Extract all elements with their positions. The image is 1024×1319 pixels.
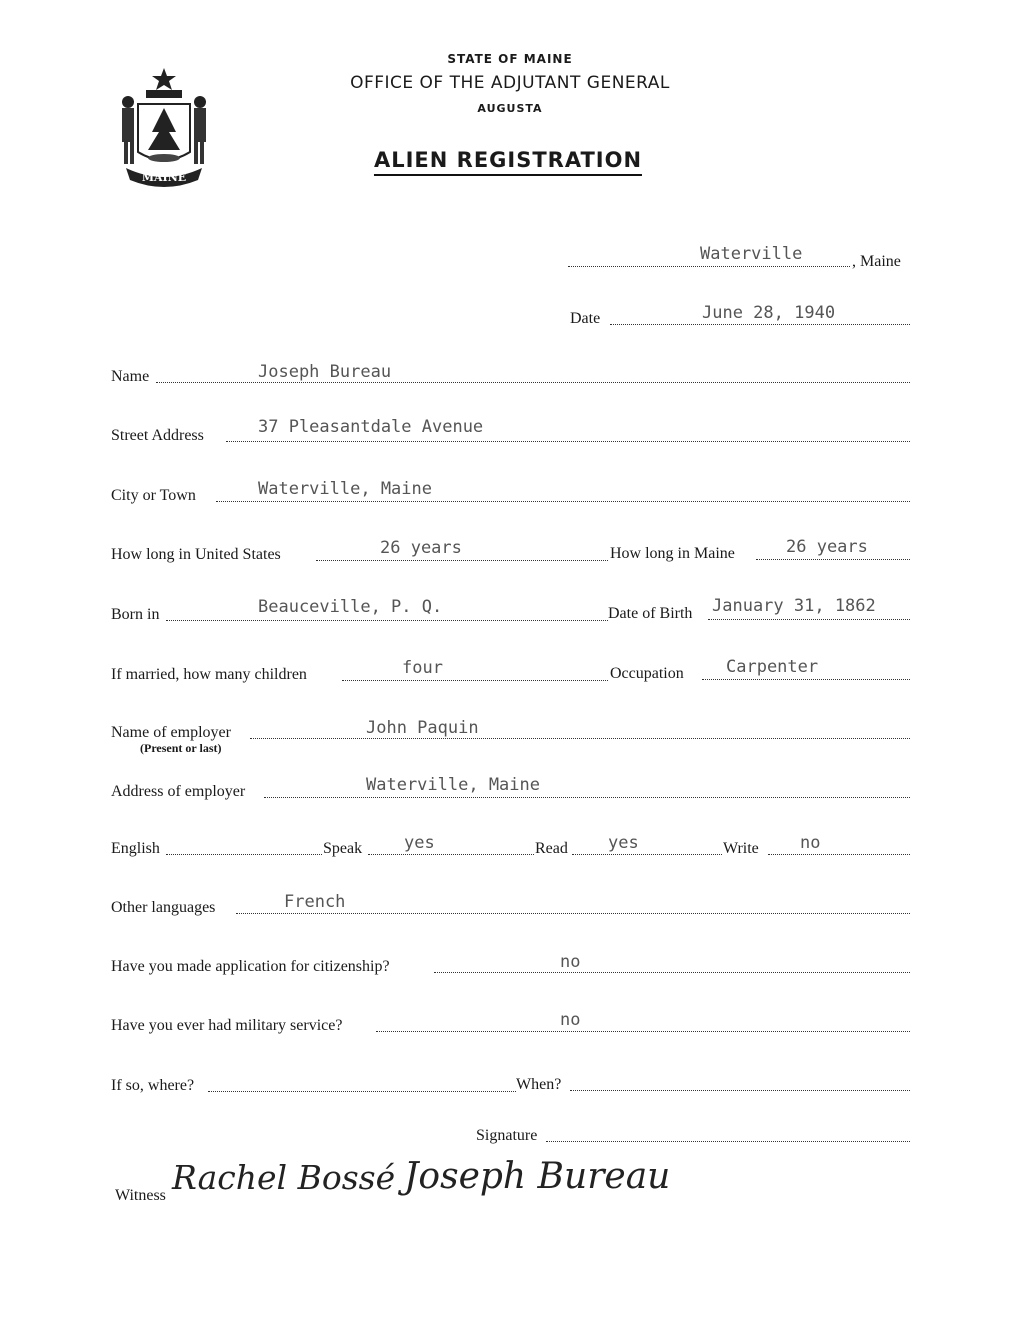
speak-line (368, 854, 534, 855)
military-label: Have you ever had military service? (111, 1017, 343, 1034)
where-label: If so, where? (111, 1077, 195, 1094)
location-value: Waterville (700, 244, 803, 264)
state-heading: STATE OF MAINE (447, 52, 573, 66)
maine-seal-icon (112, 64, 216, 188)
signature-line (546, 1141, 910, 1142)
born-value: Beauceville, P. Q. (258, 597, 443, 617)
date-value: June 28, 1940 (702, 303, 836, 323)
date-label: Date (570, 310, 601, 327)
write-line (768, 854, 910, 855)
location-suffix: , Maine (852, 253, 901, 270)
speak-value: yes (404, 833, 435, 853)
children-value: four (402, 658, 443, 678)
when-label: When? (516, 1076, 562, 1093)
children-label: If married, how many children (111, 666, 307, 683)
maine-time-label: How long in Maine (610, 545, 735, 562)
occupation-line (702, 679, 910, 680)
english-line (166, 854, 322, 855)
street-label: Street Address (111, 427, 204, 444)
employer-address-label: Address of employer (111, 783, 246, 800)
other-languages-line (236, 913, 910, 914)
speak-label: Speak (323, 840, 363, 857)
date-line (610, 324, 910, 325)
registrant-signature: Joseph Bureau (404, 1156, 671, 1197)
maine-time-line (756, 559, 910, 560)
name-value: Joseph Bureau (258, 362, 392, 382)
children-line (342, 680, 608, 681)
city-label: City or Town (111, 487, 196, 504)
maine-time-value: 26 years (786, 537, 868, 557)
military-value: no (560, 1010, 581, 1030)
dob-label: Date of Birth (608, 605, 693, 622)
employer-sublabel: (Present or last) (140, 741, 222, 755)
city-line (216, 501, 910, 502)
city-value: Waterville, Maine (258, 479, 432, 499)
signature-label: Signature (476, 1127, 538, 1144)
seal-text: MAINE (141, 171, 187, 184)
employer-value: John Paquin (366, 718, 479, 738)
form-title: ALIEN REGISTRATION (374, 148, 642, 176)
witness-label: Witness (115, 1187, 166, 1204)
street-line (226, 441, 910, 442)
citizenship-label: Have you made application for citizenship? (111, 958, 390, 975)
employer-address-line (264, 797, 910, 798)
citizenship-value: no (560, 952, 581, 972)
city-heading: AUGUSTA (477, 102, 543, 115)
us-time-line (316, 560, 608, 561)
read-line (572, 854, 722, 855)
english-label: English (111, 840, 160, 857)
employer-line (250, 738, 910, 739)
name-line (156, 382, 910, 383)
name-label: Name (111, 368, 150, 385)
when-line (570, 1090, 910, 1091)
occupation-value: Carpenter (726, 657, 819, 677)
born-line (166, 620, 608, 621)
citizenship-line (434, 972, 910, 973)
where-line (208, 1091, 516, 1092)
location-line (568, 266, 850, 267)
employer-address-value: Waterville, Maine (366, 775, 540, 795)
us-time-label: How long in United States (111, 546, 281, 563)
other-languages-value: French (284, 892, 346, 912)
write-label: Write (723, 840, 759, 857)
other-languages-label: Other languages (111, 899, 216, 916)
write-value: no (800, 833, 821, 853)
dob-value: January 31, 1862 (712, 596, 876, 616)
witness-signature: Rachel Bossé (172, 1158, 396, 1197)
office-heading: OFFICE OF THE ADJUTANT GENERAL (350, 73, 670, 93)
military-line (376, 1031, 910, 1032)
occupation-label: Occupation (610, 665, 684, 682)
us-time-value: 26 years (380, 538, 462, 558)
dob-line (708, 619, 910, 620)
read-label: Read (535, 840, 568, 857)
read-value: yes (608, 833, 639, 853)
employer-label: Name of employer (111, 724, 231, 741)
born-label: Born in (111, 606, 160, 623)
street-value: 37 Pleasantdale Avenue (258, 417, 484, 437)
